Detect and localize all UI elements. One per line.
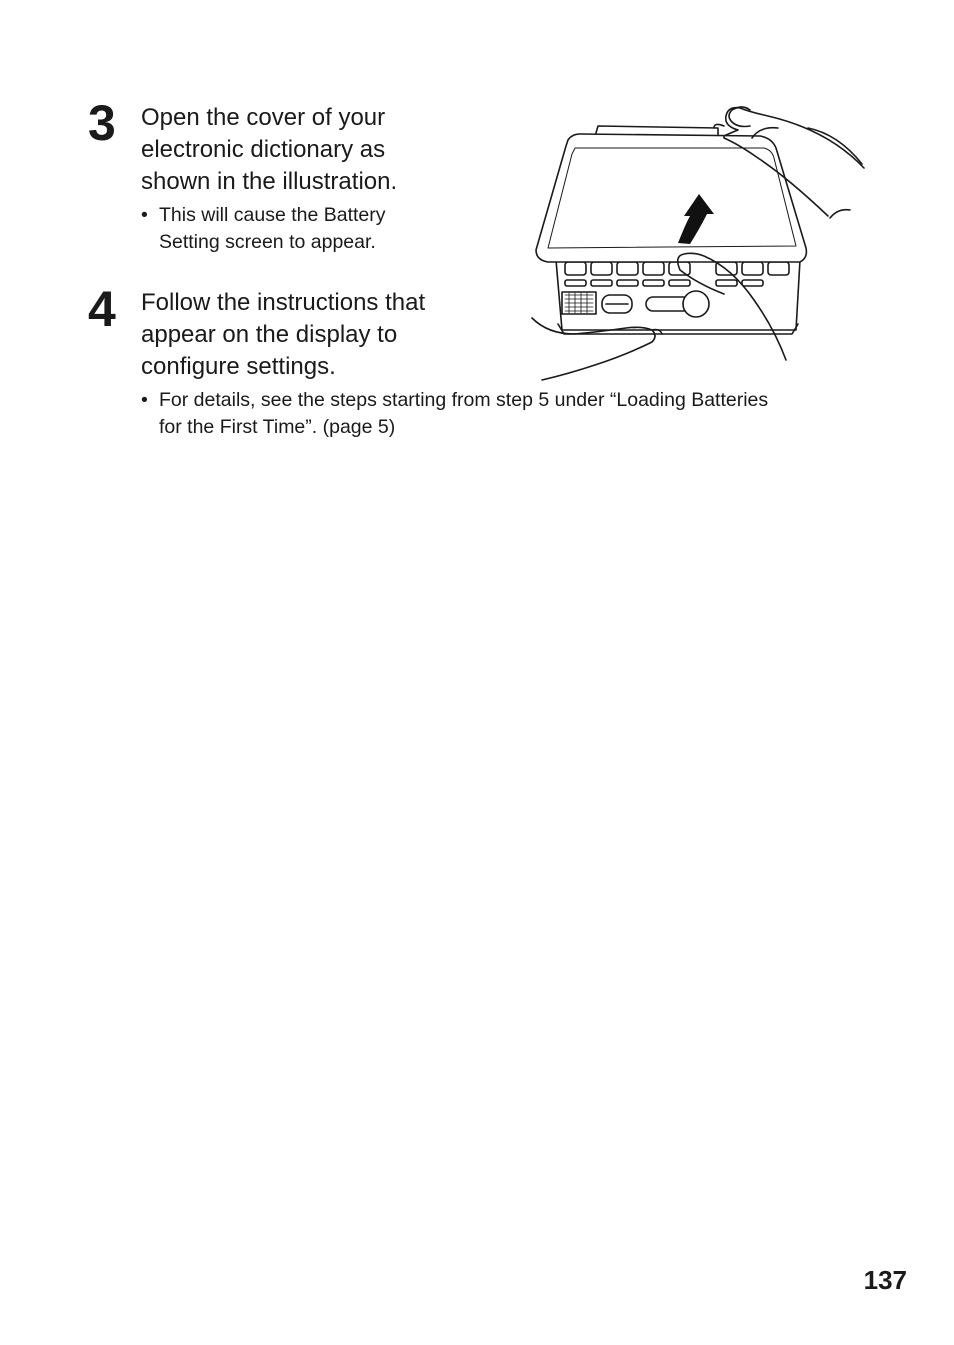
step-3-line: electronic dictionary as <box>141 136 386 163</box>
step-4-line: Follow the instructions that <box>141 289 426 316</box>
step-4-line: appear on the display to <box>141 321 398 348</box>
step-3-note-line: This will cause the Battery <box>159 204 386 226</box>
step-3-line: shown in the illustration. <box>141 168 398 195</box>
step-3-note-line: Setting screen to appear. <box>159 231 376 253</box>
step-4-line: configure settings. <box>141 353 336 380</box>
step-number-4: 4 <box>88 281 116 337</box>
step-3-instruction <box>141 102 397 198</box>
page-number: 137 <box>863 1265 907 1295</box>
step-number-3: 3 <box>88 95 116 151</box>
bullet-point: • <box>141 204 148 226</box>
step-3-line: Open the cover of your <box>141 104 386 131</box>
open-dictionary-cover-illustration <box>528 98 868 383</box>
keyboard-icon <box>565 262 789 286</box>
bullet-point: • <box>141 389 148 411</box>
device-cover-icon <box>536 134 806 262</box>
round-button-icon <box>683 291 709 317</box>
step-4-note-line: for the First Time”. (page 5) <box>159 416 396 438</box>
step-4-note <box>141 387 899 441</box>
step-4-note-line: For details, see the steps starting from step 5 under “Loading Batteries <box>159 389 769 411</box>
step-3-note <box>141 202 386 256</box>
step-4-instruction <box>141 287 425 383</box>
